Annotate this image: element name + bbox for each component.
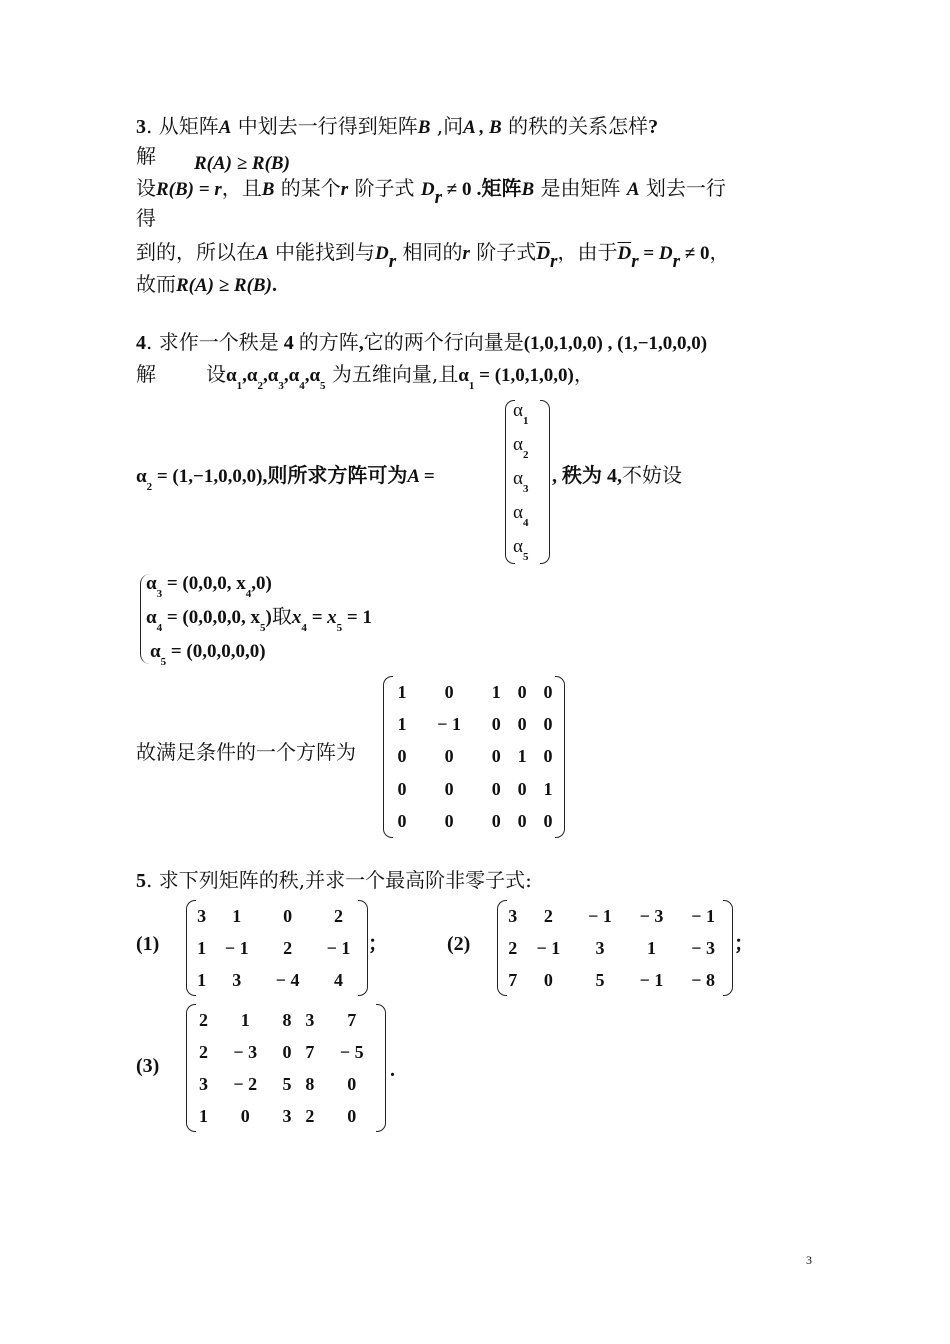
matrix-cell: − 3 (691, 937, 716, 958)
matrix-cell: − 1 (326, 937, 351, 958)
matrix-cell: − 3 (233, 1041, 258, 1062)
subscript: 4 (156, 622, 163, 634)
formula-overline: $\overline{D}$ (536, 243, 551, 264)
matrix-row (192, 1004, 382, 1036)
part-3-label (136, 1052, 159, 1080)
q3-number: 3 (136, 116, 146, 138)
formula-overline: $\overline{D}$ (617, 243, 632, 264)
q3-solution-line-1 (136, 142, 156, 170)
text: ,则所求方阵可为 (262, 465, 408, 487)
text: 的方阵 (298, 330, 359, 354)
formula: B (521, 179, 535, 200)
alpha2-value: = (1,−1,0,0,0) (152, 466, 263, 487)
matrix-cell: − 1 (536, 937, 561, 958)
matrix-row (389, 806, 561, 838)
subscript: 4 (299, 380, 305, 392)
q3-text-2: 中划去一行得到矩阵 (231, 114, 418, 138)
alpha: α (513, 502, 523, 523)
matrix-2 (497, 900, 733, 996)
formula: ) (265, 607, 272, 628)
matrix-cell: 0 (517, 778, 527, 799)
text: 阶子式 (348, 176, 415, 200)
matrix-1 (186, 900, 368, 996)
text: .矩阵 (471, 178, 522, 200)
matrix-a-symbol: A (218, 117, 232, 138)
q3-question (136, 112, 658, 142)
matrix-cell: 0 (543, 681, 553, 702)
q4-solution-line-1 (136, 360, 156, 388)
formula: ,0) (251, 573, 272, 594)
text: 不妨设 (622, 463, 682, 487)
subscript: 3 (156, 588, 163, 600)
formula: R(A) ≥ R(B) (176, 275, 272, 296)
question-mark: ? (648, 116, 659, 138)
subscript: r (672, 251, 681, 272)
matrix-cell: 2 (198, 1009, 208, 1030)
subscript: 5 (336, 622, 343, 634)
column-vector-matrix (505, 400, 550, 564)
text: 的某个 (274, 176, 341, 200)
text: ； (368, 933, 388, 955)
subscript: 1 (468, 380, 475, 392)
matrix-cell: 1 (232, 905, 242, 926)
alpha: α (246, 365, 258, 386)
matrix-cell: 0 (282, 1041, 292, 1062)
subscript: r (550, 251, 558, 272)
page-number: 3 (806, 1253, 812, 1267)
text: ，且 (221, 176, 262, 200)
alpha: α (458, 365, 469, 386)
subscript: 3 (278, 380, 284, 392)
matrix-cell: − 1 (437, 714, 461, 735)
row-vector-2: (1,−1,0,0,0) (617, 333, 708, 354)
answer-matrix-grid (389, 676, 561, 838)
subscript: 1 (522, 415, 529, 427)
matrix-cell: 3 (232, 969, 242, 990)
matrix-a-eq: A = (407, 466, 435, 487)
q3-solution-line-2 (136, 174, 726, 212)
subscript: 2 (146, 481, 153, 493)
matrix-cell: 3 (282, 1105, 292, 1126)
matrix-cell: 8 (305, 1073, 315, 1094)
text: 故满足条件的一个方阵为 (136, 740, 356, 764)
matrices-ab: A , B (463, 117, 502, 138)
matrix-cell: − 2 (233, 1073, 258, 1094)
matrix-row (389, 708, 561, 740)
matrix-cell: 0 (543, 746, 553, 767)
matrix-cell: − 1 (588, 905, 612, 926)
q3-solution-line-3 (136, 204, 156, 232)
q4-solution-line-2 (136, 461, 435, 501)
matrix-cell: − 4 (275, 969, 300, 990)
alpha: α (136, 466, 147, 487)
matrix-row (389, 773, 561, 805)
rank-inequality: R(A) ≥ R(B) (194, 153, 290, 174)
text: 取 (271, 604, 292, 628)
q5-number: 5 (136, 870, 146, 892)
matrix-row (192, 1100, 382, 1132)
text: 到的，所以在 (136, 240, 256, 264)
semicolon-1 (368, 930, 388, 958)
text: 它的两个行向量是 (363, 330, 524, 354)
matrix-cell: − 5 (339, 1041, 364, 1062)
matrix-cell: 2 (334, 905, 344, 926)
matrix-cell: 0 (543, 714, 553, 735)
q4-vectors-def: 设$\alpha_1,\alpha_2,\alpha_3,\alpha_4,\alpha_5$ 为五维向量,且$\alpha_1 = (1,0,1,0,0)$， (206, 362, 594, 392)
matrix-row (192, 964, 364, 996)
text: , (358, 332, 364, 354)
matrix-cell: 1 (543, 778, 553, 799)
matrix-cell: 2 (198, 1041, 208, 1062)
matrix-cell: 1 (397, 714, 407, 735)
formula: = (0,0,0,0,0) (166, 641, 266, 662)
text: 得 (136, 206, 156, 230)
matrix-cell: − 3 (639, 905, 664, 926)
matrix-cell: 5 (595, 969, 605, 990)
matrix-cell: 7 (347, 1009, 357, 1030)
text: . 求作一个秩是 (146, 330, 279, 354)
matrix-cell: 0 (283, 905, 293, 926)
text: 故而 (136, 272, 176, 296)
part-2-label (447, 930, 470, 958)
formula: = (0,0,0, x (162, 573, 246, 594)
text: ，由于 (557, 240, 618, 264)
text: 划去一行 (639, 176, 726, 200)
matrix-cell: 0 (444, 681, 454, 702)
text: . (271, 274, 277, 296)
row-vector-1: (1,0,1,0,0) (523, 333, 603, 354)
text: (3) (136, 1055, 160, 1077)
matrix-cell: 0 (517, 714, 527, 735)
text: . (390, 1059, 395, 1081)
formula: = (0,0,0,0, x (162, 607, 261, 628)
q3-text-1: . 从矩阵 (146, 114, 219, 138)
subscript: 4 (245, 588, 252, 600)
alpha: α (146, 607, 157, 628)
subscript: 5 (160, 656, 167, 668)
alpha: α (288, 365, 300, 386)
matrix-cell: 0 (543, 969, 553, 990)
matrix-cell: 1 (397, 681, 407, 702)
solution-label: 解 (136, 144, 156, 168)
matrix-cell: − 1 (224, 937, 249, 958)
alpha: α (309, 365, 321, 386)
matrix-row (389, 741, 561, 773)
matrix-cell: 0 (491, 714, 501, 735)
text: 4 (278, 332, 299, 354)
part-1-label (136, 930, 159, 958)
q5-question (136, 866, 532, 895)
text: ； (734, 933, 754, 955)
subscript: 2 (257, 380, 263, 392)
matrix-cell: 8 (282, 1009, 292, 1030)
formula: R(B) = r (156, 179, 222, 200)
matrix-cell: 3 (305, 1009, 315, 1030)
text: 设 (136, 176, 156, 200)
text: 设 (206, 362, 226, 386)
matrix-row (503, 900, 729, 932)
matrix-cell: 7 (508, 969, 518, 990)
text: ， (573, 362, 594, 386)
matrix-row (389, 676, 561, 708)
formula: r (340, 179, 349, 200)
q4-question (136, 328, 707, 358)
matrix-cell: − 1 (639, 969, 664, 990)
matrix-row (192, 1036, 382, 1068)
matrix-cell: 2 (508, 937, 518, 958)
formula: x (291, 607, 302, 628)
alpha: α (146, 573, 157, 594)
formula: D (375, 243, 389, 264)
q4-answer-label (136, 738, 356, 766)
system-eq-3 (150, 636, 266, 676)
subscript: 5 (260, 622, 266, 634)
formula: B (261, 179, 275, 200)
subscript: 5 (522, 551, 529, 563)
alpha: α (226, 365, 237, 386)
subscript: r (434, 187, 443, 208)
matrix-row (192, 1068, 382, 1100)
matrix-row (192, 932, 364, 964)
matrix-cell: 7 (305, 1041, 315, 1062)
matrix-1-grid (192, 900, 364, 996)
matrix-cell: 1 (197, 969, 207, 990)
semicolon-2 (734, 930, 754, 958)
matrix-cell: 3 (198, 1073, 208, 1094)
alpha: α (513, 536, 523, 557)
formula: A (626, 179, 640, 200)
text: (1) (136, 933, 160, 955)
subscript: r (388, 251, 397, 272)
subscript: 1 (236, 380, 243, 392)
matrix-cell: 1 (198, 1105, 208, 1126)
text: 中能找到与 (268, 240, 376, 264)
text: 4, (607, 465, 622, 487)
q3-text-4: 的秩的关系怎样 (501, 114, 649, 138)
matrix-cell: 5 (282, 1073, 292, 1094)
subscript: 5 (320, 380, 326, 392)
formula: A (256, 243, 269, 264)
text: 为五维向量,且 (325, 362, 459, 386)
matrix-3-grid (192, 1004, 382, 1132)
right-bracket (540, 400, 550, 564)
formula: = x (306, 607, 337, 628)
formula: D (658, 243, 673, 264)
alpha1-value: = (1,0,1,0,0) (474, 365, 574, 386)
matrix-cell: 3 (595, 937, 605, 958)
matrix-cell: 0 (444, 778, 454, 799)
subscript: r (631, 251, 639, 272)
matrix-cell: 0 (444, 746, 454, 767)
q3-solution-line-5 (136, 270, 277, 300)
matrix-cell: 0 (397, 811, 407, 832)
matrix-row (192, 900, 364, 932)
text: ， (709, 240, 730, 264)
matrix-cell: 0 (397, 778, 407, 799)
matrix-cell: 0 (491, 778, 501, 799)
formula: ≠ 0 (442, 179, 472, 200)
matrix-cell: 0 (444, 811, 454, 832)
alpha: α (513, 434, 523, 455)
matrix-cell: 0 (517, 681, 527, 702)
matrix-row (503, 964, 729, 996)
matrix-cell: 2 (283, 937, 293, 958)
answer-matrix (383, 676, 565, 838)
matrix-cell: 1 (197, 937, 207, 958)
formula: = (638, 243, 659, 264)
solution-label: 解 (136, 362, 156, 386)
formula: D (420, 179, 435, 200)
matrix-cell: 0 (240, 1105, 250, 1126)
matrix-b-symbol: B (417, 117, 431, 138)
matrix-cell: 0 (397, 746, 407, 767)
matrix-3 (186, 1004, 386, 1132)
alpha: α (513, 468, 523, 489)
matrix-cell: 4 (334, 969, 344, 990)
matrix-cell: 1 (491, 681, 501, 702)
subscript: 4 (522, 517, 529, 529)
matrix-cell: − 8 (691, 969, 716, 990)
matrix-cell: 3 (197, 905, 207, 926)
matrix-cell: 0 (543, 811, 553, 832)
q4-rank-statement (552, 461, 682, 490)
text: 相同的 (396, 240, 463, 264)
matrix-cell: 1 (647, 937, 657, 958)
subscript: 3 (522, 483, 529, 495)
formula: = 1 (342, 607, 372, 628)
matrix-cell: − 1 (691, 905, 716, 926)
text: . 求下列矩阵的秩,并求一个最高阶非零子式: (146, 868, 532, 892)
alpha: α (267, 365, 279, 386)
formula: r (462, 243, 470, 264)
formula: ≠ 0 (680, 243, 710, 264)
matrix-cell: 3 (508, 905, 518, 926)
text: 阶子式 (469, 240, 537, 264)
q3-text-3: ,问 (430, 114, 464, 138)
period-mark (390, 1056, 395, 1084)
matrix-cell: 0 (491, 746, 501, 767)
q4-number: 4 (136, 332, 146, 354)
matrix-cell: 0 (491, 811, 501, 832)
matrix-cell: 1 (240, 1009, 250, 1030)
alpha: α (513, 400, 523, 421)
matrix-cell: 0 (347, 1073, 357, 1094)
matrix-row (503, 932, 729, 964)
matrix-cell: 0 (347, 1105, 357, 1126)
matrix-cell: 2 (543, 905, 553, 926)
subscript: 2 (522, 449, 529, 461)
matrix-cell: 0 (517, 811, 527, 832)
alpha: α (150, 641, 161, 662)
text: , 秩为 (552, 465, 607, 487)
subscript: 4 (301, 622, 307, 634)
text: (2) (447, 933, 471, 955)
matrix-2-grid (503, 900, 729, 996)
text: , (602, 333, 618, 354)
matrix-cell: 2 (305, 1105, 315, 1126)
text: 是由矩阵 (534, 176, 627, 200)
matrix-cell: 1 (517, 746, 527, 767)
